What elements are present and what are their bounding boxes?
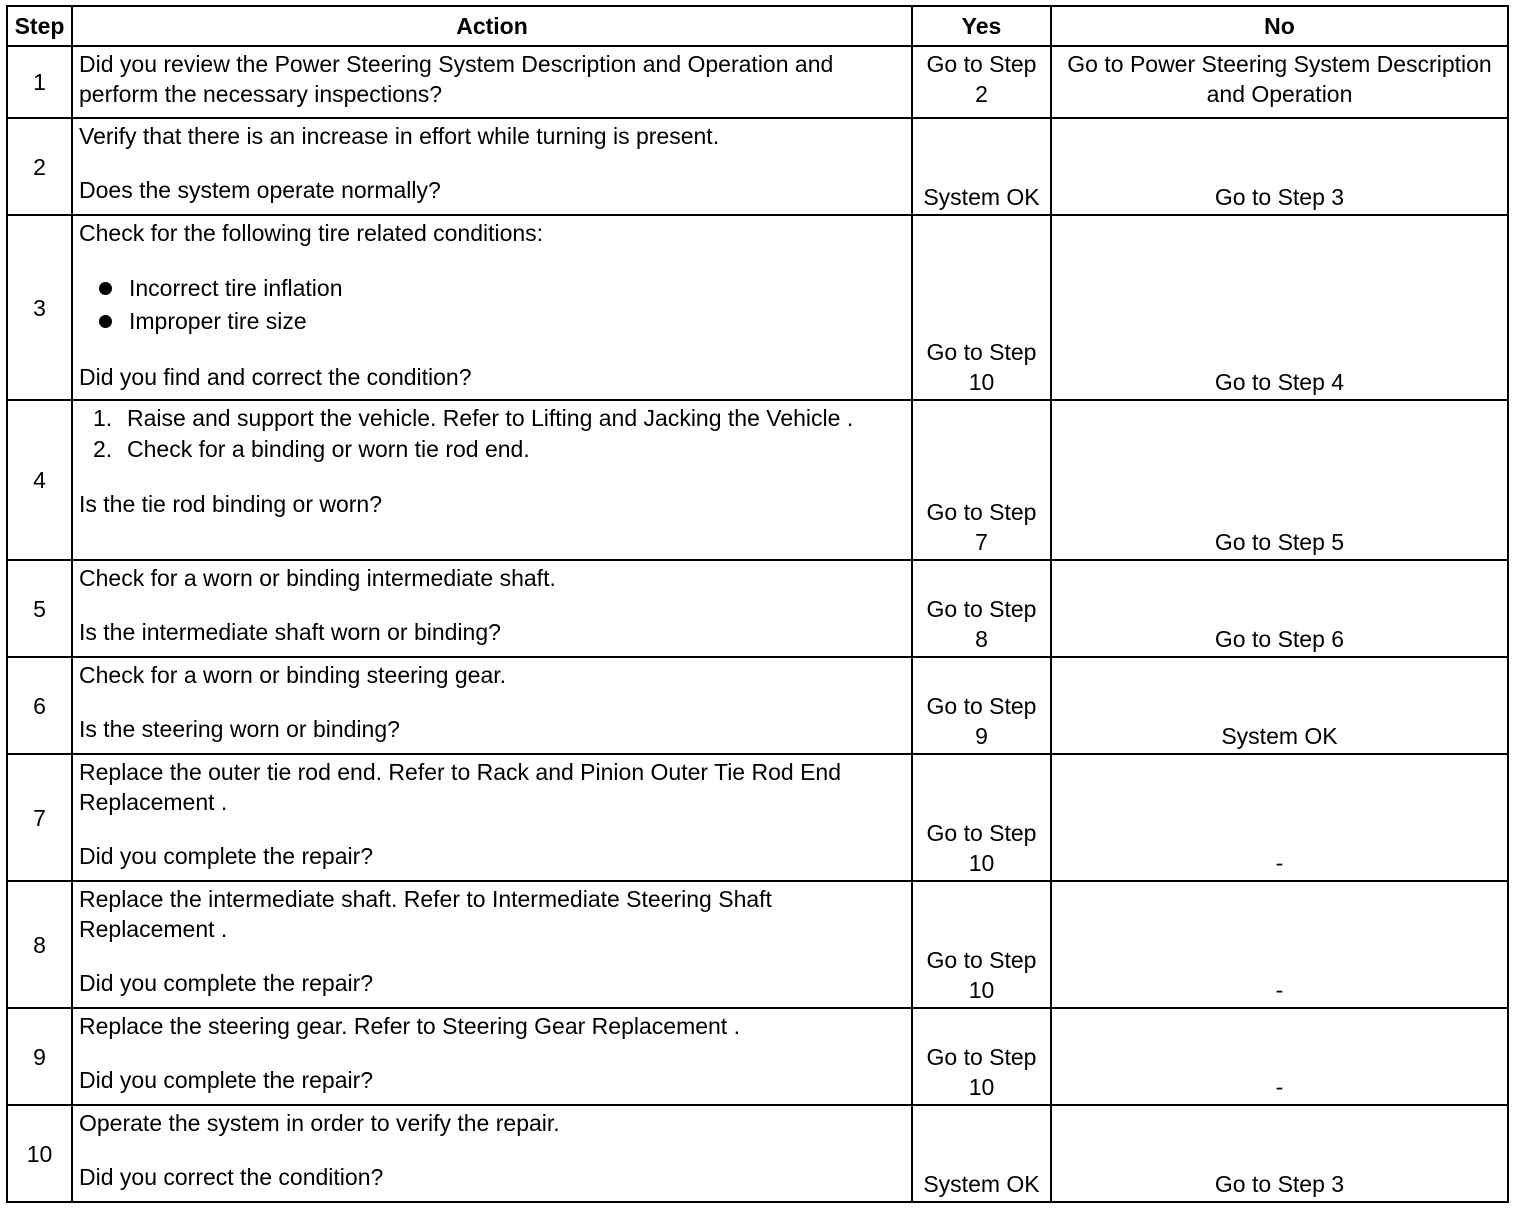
action-text: Did you review the Power Steering System Description and Operation and perform the necessary inspections? bbox=[79, 51, 834, 107]
table-row bbox=[7, 400, 1508, 560]
diagnostic-table-wrapper bbox=[6, 5, 1509, 1203]
no-cell: - bbox=[1051, 754, 1508, 881]
header-yes: Yes bbox=[912, 6, 1051, 46]
bullet-list bbox=[79, 272, 905, 338]
action-cell bbox=[72, 754, 912, 881]
list-number: 1. bbox=[93, 405, 113, 431]
list-item bbox=[99, 272, 905, 305]
action-question: Did you complete the repair? bbox=[79, 1067, 374, 1093]
action-text: Replace the outer tie rod end. Refer to Rack and Pinion Outer Tie Rod End Replacement . bbox=[79, 759, 841, 815]
action-cell bbox=[72, 1008, 912, 1105]
action-cell bbox=[72, 400, 912, 560]
action-cell bbox=[72, 215, 912, 400]
action-text: Replace the intermediate shaft. Refer to Intermediate Steering Shaft Replacement . bbox=[79, 886, 772, 942]
step-number: 9 bbox=[7, 1008, 72, 1105]
action-text: Operate the system in order to verify the repair. bbox=[79, 1110, 560, 1136]
action-question: Did you complete the repair? bbox=[79, 843, 374, 869]
yes-cell: Go to Step 10 bbox=[912, 881, 1051, 1008]
step-number: 4 bbox=[7, 400, 72, 560]
list-number: 2. bbox=[93, 436, 113, 462]
yes-cell: Go to Step 9 bbox=[912, 657, 1051, 754]
yes-cell: Go to Step 8 bbox=[912, 560, 1051, 657]
action-question: Is the intermediate shaft worn or binding? bbox=[79, 619, 501, 645]
no-cell: Go to Step 4 bbox=[1051, 215, 1508, 400]
step-number: 2 bbox=[7, 118, 72, 215]
header-row bbox=[7, 6, 1508, 46]
numbered-list bbox=[79, 403, 905, 465]
action-text: Check for a worn or binding steering gear. bbox=[79, 662, 507, 688]
header-step: Step bbox=[7, 6, 72, 46]
table-row bbox=[7, 1105, 1508, 1202]
no-cell: - bbox=[1051, 1008, 1508, 1105]
action-cell bbox=[72, 560, 912, 657]
list-item bbox=[99, 305, 905, 338]
table-row bbox=[7, 46, 1508, 118]
no-cell: Go to Step 3 bbox=[1051, 1105, 1508, 1202]
action-question: Is the tie rod binding or worn? bbox=[79, 491, 383, 517]
list-item-text: Improper tire size bbox=[129, 308, 307, 334]
action-cell bbox=[72, 657, 912, 754]
no-cell: - bbox=[1051, 881, 1508, 1008]
table-row bbox=[7, 657, 1508, 754]
diagnostic-table bbox=[6, 5, 1509, 1203]
yes-cell: Go to Step 10 bbox=[912, 754, 1051, 881]
action-text: Check for the following tire related conditions: bbox=[79, 220, 544, 246]
action-cell bbox=[72, 881, 912, 1008]
yes-cell: Go to Step 10 bbox=[912, 215, 1051, 400]
step-number: 7 bbox=[7, 754, 72, 881]
action-text: Verify that there is an increase in effort while turning is present. bbox=[79, 123, 720, 149]
no-cell: Go to Step 3 bbox=[1051, 118, 1508, 215]
table-row bbox=[7, 881, 1508, 1008]
step-number: 5 bbox=[7, 560, 72, 657]
action-cell bbox=[72, 118, 912, 215]
bullet-icon bbox=[99, 282, 112, 295]
action-text: Check for a worn or binding intermediate shaft. bbox=[79, 565, 556, 591]
action-text: Replace the steering gear. Refer to Steering Gear Replacement . bbox=[79, 1013, 740, 1039]
list-item bbox=[93, 434, 905, 465]
yes-cell: System OK bbox=[912, 118, 1051, 215]
no-cell: Go to Step 6 bbox=[1051, 560, 1508, 657]
action-question: Did you complete the repair? bbox=[79, 970, 374, 996]
list-item-text: Raise and support the vehicle. Refer to Lifting and Jacking the Vehicle . bbox=[127, 405, 854, 431]
action-question: Does the system operate normally? bbox=[79, 177, 441, 203]
action-cell bbox=[72, 46, 912, 118]
list-item-text: Incorrect tire inflation bbox=[129, 275, 343, 301]
no-cell: System OK bbox=[1051, 657, 1508, 754]
action-question: Is the steering worn or binding? bbox=[79, 716, 400, 742]
action-question: Did you correct the condition? bbox=[79, 1164, 384, 1190]
table-row bbox=[7, 754, 1508, 881]
step-number: 6 bbox=[7, 657, 72, 754]
yes-cell: System OK bbox=[912, 1105, 1051, 1202]
table-row bbox=[7, 1008, 1508, 1105]
list-item bbox=[93, 403, 905, 434]
table-row bbox=[7, 560, 1508, 657]
yes-cell: Go to Step 7 bbox=[912, 400, 1051, 560]
action-question: Did you find and correct the condition? bbox=[79, 364, 472, 390]
step-number: 8 bbox=[7, 881, 72, 1008]
no-cell: Go to Power Steering System Description and Operation bbox=[1051, 46, 1508, 118]
table-row bbox=[7, 215, 1508, 400]
step-number: 1 bbox=[7, 46, 72, 118]
yes-cell: Go to Step 2 bbox=[912, 46, 1051, 118]
yes-cell: Go to Step 10 bbox=[912, 1008, 1051, 1105]
step-number: 10 bbox=[7, 1105, 72, 1202]
bullet-icon bbox=[99, 315, 112, 328]
list-item-text: Check for a binding or worn tie rod end. bbox=[127, 436, 530, 462]
no-cell: Go to Step 5 bbox=[1051, 400, 1508, 560]
header-no: No bbox=[1051, 6, 1508, 46]
step-number: 3 bbox=[7, 215, 72, 400]
action-cell bbox=[72, 1105, 912, 1202]
header-action: Action bbox=[72, 6, 912, 46]
table-row bbox=[7, 118, 1508, 215]
